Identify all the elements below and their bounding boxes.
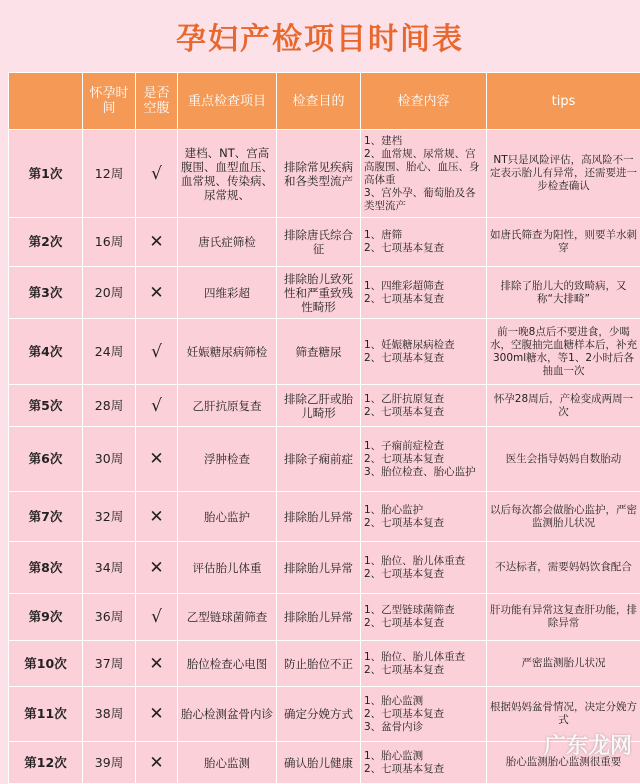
purpose-cell: 排除唐氏综合征 (277, 218, 361, 267)
table-row (9, 319, 640, 385)
tips-cell: 严密监测胎儿状况 (487, 641, 640, 687)
items-cell: 浮肿检查 (178, 427, 277, 492)
visit-cell: 第6次 (9, 427, 83, 492)
tips-cell: 医生会指导妈妈自数胎动 (487, 427, 640, 492)
content-cell (361, 641, 487, 687)
visit-cell: 第10次 (9, 641, 83, 687)
header-items: 重点检查项目 (178, 73, 277, 130)
purpose-cell: 排除胎儿致死性和严重致残性畸形 (277, 267, 361, 319)
content-line: 3、盆骨内诊 (364, 721, 483, 734)
items-cell: 胎心监护 (178, 492, 277, 542)
table-row (9, 542, 640, 594)
tips-cell: 胎心监测胎心监测很重要 (487, 742, 640, 784)
items-cell: 胎心检测盆骨内诊 (178, 687, 277, 742)
purpose-cell: 确定分娩方式 (277, 687, 361, 742)
content-line: 1、妊娠糖尿病检查 (364, 339, 483, 352)
week-cell: 28周 (83, 385, 136, 427)
fasting-cell: √ (136, 594, 178, 641)
content-line: 2、七项基本复查 (364, 664, 483, 677)
table-row (9, 130, 640, 218)
header-visit (9, 73, 83, 130)
purpose-cell: 排除胎儿异常 (277, 594, 361, 641)
fasting-cell: ✕ (136, 492, 178, 542)
week-cell: 39周 (83, 742, 136, 784)
content-line: 2、七项基本复查 (364, 453, 483, 466)
table-row (9, 267, 640, 319)
purpose-cell: 筛查糖尿 (277, 319, 361, 385)
content-cell (361, 218, 487, 267)
fasting-cell: ✕ (136, 641, 178, 687)
header-week: 怀孕时间 (83, 73, 136, 130)
week-cell: 16周 (83, 218, 136, 267)
tips-cell: 以后每次都会做胎心监护，严密监测胎儿状况 (487, 492, 640, 542)
tips-cell: 排除了胎儿大的致畸病，又称“大排畸” (487, 267, 640, 319)
content-line: 1、胎心监护 (364, 504, 483, 517)
fasting-cell: √ (136, 385, 178, 427)
visit-cell: 第7次 (9, 492, 83, 542)
content-line: 1、四维彩超筛查 (364, 280, 483, 293)
items-cell: 建档、NT、宫高腹围、血型血压、血常规、传染病、尿常规、 (178, 130, 277, 218)
visit-cell: 第8次 (9, 542, 83, 594)
content-line: 3、胎位检查、胎心监护 (364, 466, 483, 479)
page-title: 孕妇产检项目时间表 (0, 0, 640, 72)
purpose-cell: 排除子痫前症 (277, 427, 361, 492)
week-cell: 37周 (83, 641, 136, 687)
fasting-cell: ✕ (136, 218, 178, 267)
tips-cell: 如唐氏筛查为阳性，则要羊水刺穿 (487, 218, 640, 267)
purpose-cell: 防止胎位不正 (277, 641, 361, 687)
table-row (9, 641, 640, 687)
fasting-cell: ✕ (136, 427, 178, 492)
purpose-cell: 排除胎儿异常 (277, 492, 361, 542)
items-cell: 乙肝抗原复查 (178, 385, 277, 427)
content-line: 2、七项基本复查 (364, 517, 483, 530)
tips-cell: 不达标者，需要妈妈饮食配合 (487, 542, 640, 594)
content-cell (361, 427, 487, 492)
content-line: 1、唐筛 (364, 229, 483, 242)
week-cell: 36周 (83, 594, 136, 641)
fasting-cell: ✕ (136, 267, 178, 319)
items-cell: 胎位检查心电图 (178, 641, 277, 687)
week-cell: 30周 (83, 427, 136, 492)
content-cell (361, 385, 487, 427)
content-cell (361, 267, 487, 319)
week-cell: 24周 (83, 319, 136, 385)
content-line: 1、胎位、胎儿体重查 (364, 651, 483, 664)
watermark-logo: 广东龙网 (544, 729, 632, 760)
tips-cell: 怀孕28周后，产检变成两周一次 (487, 385, 640, 427)
header-content: 检查内容 (361, 73, 487, 130)
tips-cell: NT只是风险评估，高风险不一定表示胎儿有异常，还需要进一步检查确认 (487, 130, 640, 218)
fasting-cell: ✕ (136, 687, 178, 742)
content-line: 3、宫外孕、葡萄胎及各类型流产 (364, 187, 483, 213)
items-cell: 妊娠糖尿病筛检 (178, 319, 277, 385)
fasting-cell: ✕ (136, 542, 178, 594)
content-line: 2、七项基本复查 (364, 352, 483, 365)
content-line: 1、乙型链球菌筛查 (364, 604, 483, 617)
week-cell: 32周 (83, 492, 136, 542)
visit-cell: 第9次 (9, 594, 83, 641)
content-line: 2、七项基本复查 (364, 568, 483, 581)
content-cell (361, 542, 487, 594)
header-tips: tips (487, 73, 640, 130)
content-cell (361, 130, 487, 218)
purpose-cell: 排除常见疾病和各类型流产 (277, 130, 361, 218)
content-line: 2、七项基本复查 (364, 763, 483, 776)
content-cell (361, 319, 487, 385)
content-line: 2、七项基本复查 (364, 708, 483, 721)
content-line: 1、胎位、胎儿体重查 (364, 555, 483, 568)
visit-cell: 第4次 (9, 319, 83, 385)
items-cell: 唐氏症筛检 (178, 218, 277, 267)
items-cell: 四维彩超 (178, 267, 277, 319)
visit-cell: 第2次 (9, 218, 83, 267)
content-line: 2、七项基本复查 (364, 406, 483, 419)
tips-cell: 肝功能有异常这复查肝功能，排除异常 (487, 594, 640, 641)
visit-cell: 第3次 (9, 267, 83, 319)
visit-cell: 第1次 (9, 130, 83, 218)
content-line: 2、七项基本复查 (364, 293, 483, 306)
prenatal-schedule-table (8, 72, 640, 784)
items-cell: 乙型链球菌筛查 (178, 594, 277, 641)
table-header-row (9, 73, 640, 130)
header-purpose: 检查目的 (277, 73, 361, 130)
content-line: 2、七项基本复查 (364, 617, 483, 630)
fasting-cell: √ (136, 130, 178, 218)
table-row (9, 594, 640, 641)
items-cell: 评估胎儿体重 (178, 542, 277, 594)
fasting-cell: √ (136, 319, 178, 385)
fasting-cell: ✕ (136, 742, 178, 784)
visit-cell: 第11次 (9, 687, 83, 742)
week-cell: 20周 (83, 267, 136, 319)
tips-cell: 前一晚8点后不要进食，少喝水，空腹抽完血糖样本后，补充300ml糖水，等1、2小时后各抽血一次 (487, 319, 640, 385)
content-line: 2、七项基本复查 (364, 242, 483, 255)
table-row (9, 492, 640, 542)
header-fasting: 是否空腹 (136, 73, 178, 130)
table-row (9, 427, 640, 492)
purpose-cell: 排除乙肝或胎儿畸形 (277, 385, 361, 427)
content-cell (361, 687, 487, 742)
tips-cell: 根据妈妈盆骨情况，决定分娩方式 (487, 687, 640, 742)
visit-cell: 第5次 (9, 385, 83, 427)
week-cell: 34周 (83, 542, 136, 594)
content-line: 2、血常规、尿常规、宫高腹围、胎心、血压、身高体重 (364, 148, 483, 187)
content-line: 1、建档 (364, 135, 483, 148)
content-cell (361, 742, 487, 784)
content-cell (361, 492, 487, 542)
table-row (9, 218, 640, 267)
visit-cell: 第12次 (9, 742, 83, 784)
content-line: 1、乙肝抗原复查 (364, 393, 483, 406)
content-cell (361, 594, 487, 641)
purpose-cell: 排除胎儿异常 (277, 542, 361, 594)
purpose-cell: 确认胎儿健康 (277, 742, 361, 784)
week-cell: 38周 (83, 687, 136, 742)
content-line: 1、胎心监测 (364, 750, 483, 763)
content-line: 1、胎心监测 (364, 695, 483, 708)
table-row (9, 385, 640, 427)
content-line: 1、子痫前症检查 (364, 440, 483, 453)
week-cell: 12周 (83, 130, 136, 218)
items-cell: 胎心监测 (178, 742, 277, 784)
